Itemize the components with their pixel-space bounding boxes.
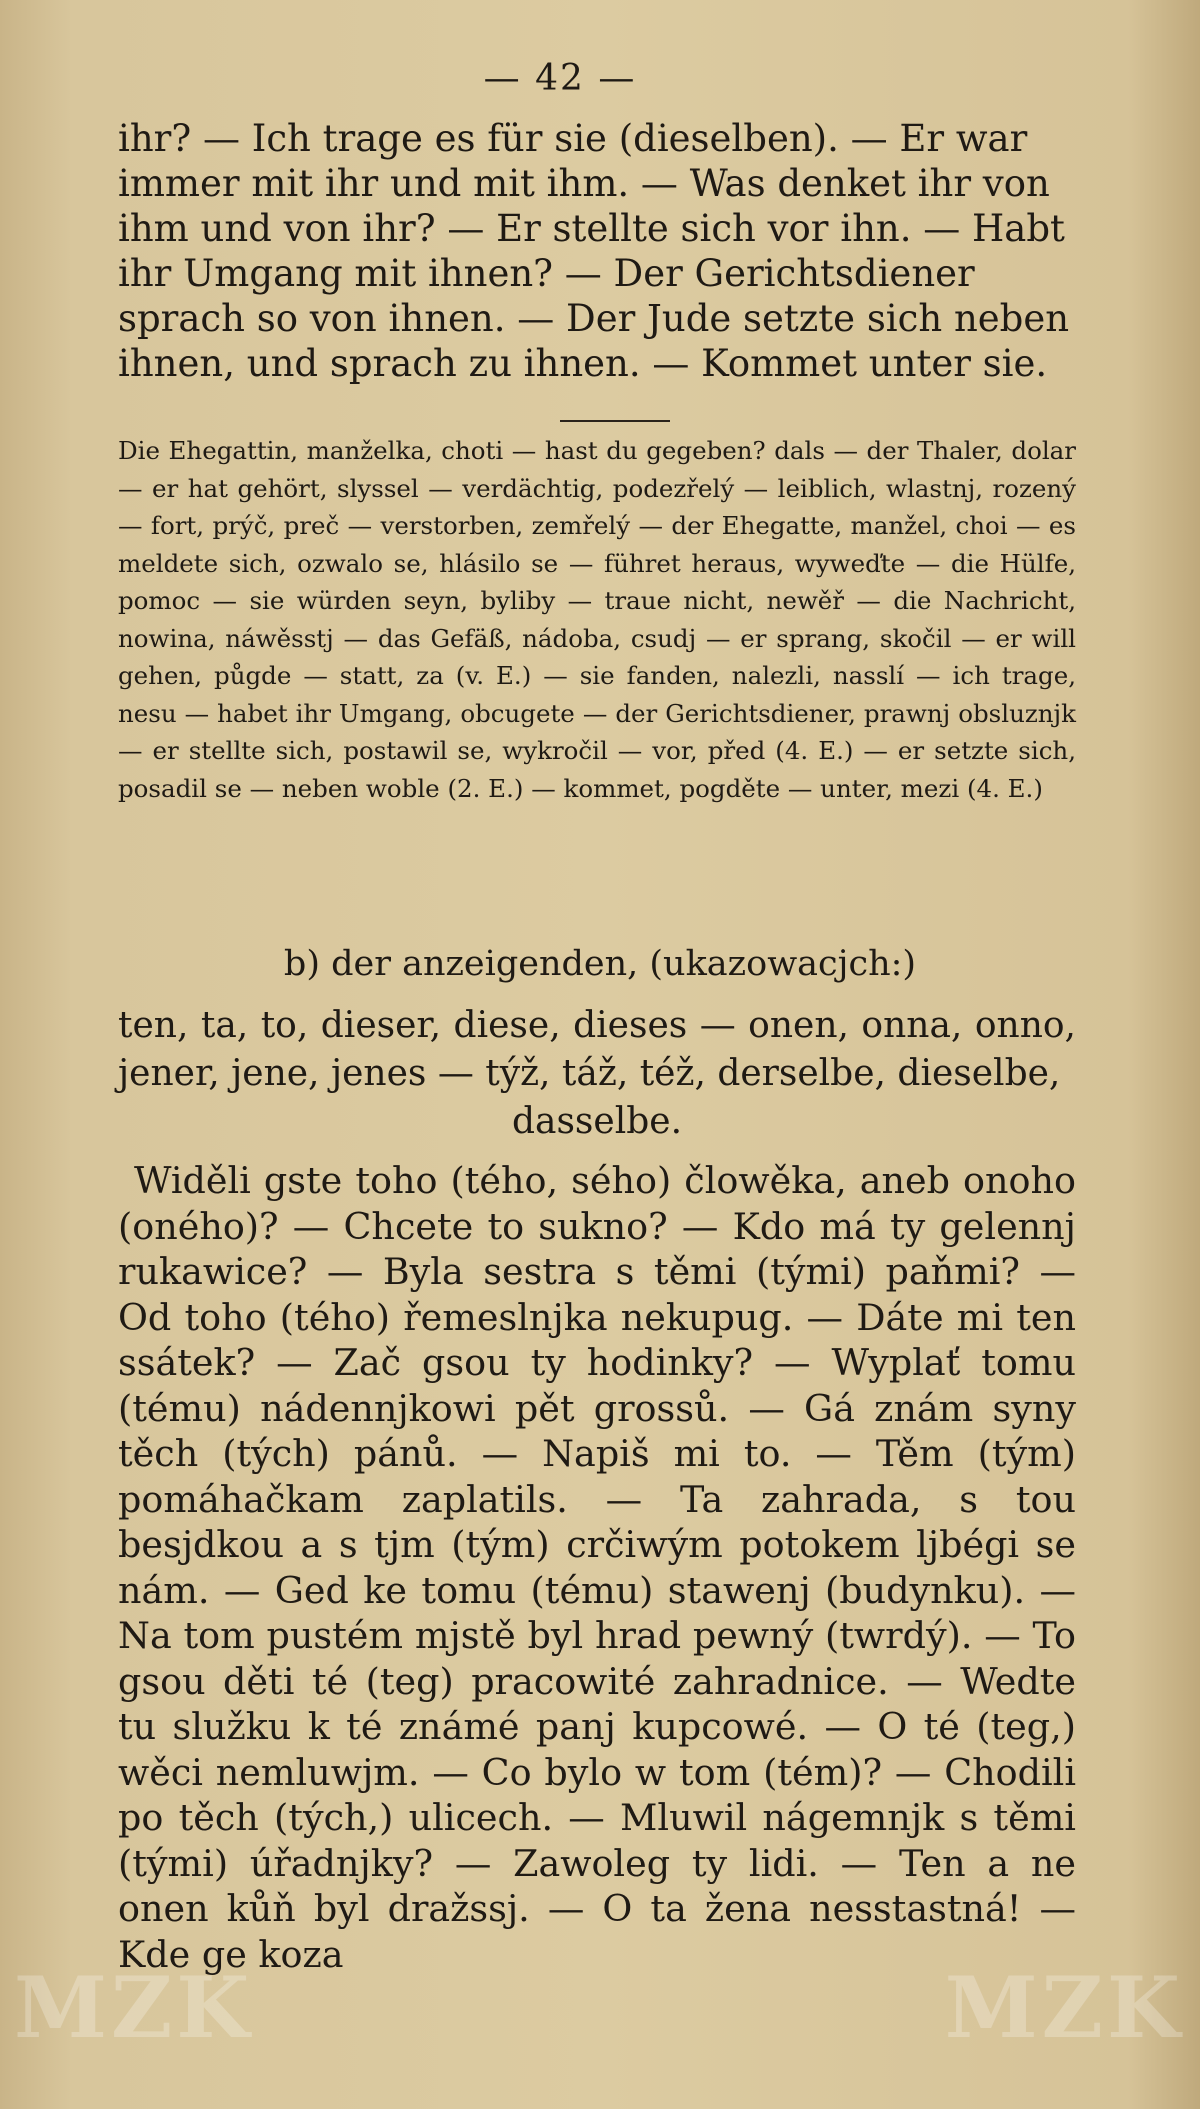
section-heading: b) der anzeigenden, (ukazowacjch:) — [283, 944, 917, 984]
exercise-paragraph-1: ihr? — Ich trage es für sie (dieselben). — Er war immer mit ihr und mit ihm. — Was denket ihr von ihm und von ihr? — Er stellte sich vor ihn. — Habt ihr Umgang mit ihnen? — Der Gerichtsdiener sprach so von ihnen. — Der Jude setzte sich neben ihnen, und sprach zu ihnen. — Kommet unter sie. — [118, 117, 1070, 385]
demonstratives-last: dasselbe. — [511, 1101, 683, 1142]
demonstratives-text: ten, ta, to, dieser, diese, dieses — onen, onna, onno, jener, jene, jenes — týž, táž, též, derselbe, dieselbe, — [118, 1005, 1076, 1094]
vocabulary-list: Die Ehegattin, manželka, choti — hast du gegeben? dals — der Thaler, dolar — er hat gehört, slyssel — verdächtig, podezřelý — leiblich, wlastnj, rozený — fort, prýč, preč — verstorben, zemřelý — der Ehegatte, manžel, choi — es meldete sich, ozwalo se, hlásilo se — führet heraus, wyweďte — die Hülfe, pomoc — sie würden seyn, byliby — traue nicht, newěř — die Nachricht, nowina, náwěsstj — das Gefäß, nádoba, csudj — er sprang, skočil — er will gehen, půgde — statt, za (v. E.) — sie fanden, nalezli, nasslí — ich trage, nesu — habet ihr Umgang, obcugete — der Gerichtsdiener, prawnj obsluznjk — er stellte sich, postawil se, wykročil — vor, před (4. E.) — er setzte sich, posadil se — neben woble (2. E.) — kommet, pogděte — unter, mezi (4. E.) — [118, 436, 1076, 803]
exercise-paragraph-2: Widěli gste toho (tého, sého) člowěka, aneb onoho (oného)? — Chcete to sukno? — Kdo má ty gelennj rukawice? — Byla sestra s těmi (tými) paňmi? — Od toho (tého) řemeslnjka nekupug. — Dáte mi ten ssátek? — Zač gsou ty hodinky? — Wyplať tomu (tému) nádennjkowi pět grossů. — Gá znám syny těch (tých) pánů. — Napiš mi to. — Těm (tým) pomáhačkam zaplatils. — Ta zahrada, s tou besjdkou a s tjm (tým) crčiwým potokem ljbégi se nám. — Ged ke tomu (tému) stawenj (budynku). — Na tom pustém mjstě byl hrad pewný (twrdý). — To gsou děti té (teg) pracowité zahradnice. — Wedte tu služku k té známé panj kupcowé. — O té (teg,) wěci nemluwjm. — Co bylo w tom (tém)? — Chodili po těch (tých,) ulicech. — Mluwil nágemnjk s těmi (tými) úřadnjky? — Zawoleg ty lidi. — Ten a ne onen kůň byl dražssj. — O ta žena nesstastná! — Kde ge koza — [118, 1159, 1076, 1976]
page-number: — 42 — — [483, 58, 637, 99]
watermark-right: MZK — [944, 1958, 1184, 2057]
watermark-left: MZK — [14, 1958, 254, 2057]
demonstratives-list — [118, 1002, 1076, 1146]
section-divider — [560, 420, 670, 422]
